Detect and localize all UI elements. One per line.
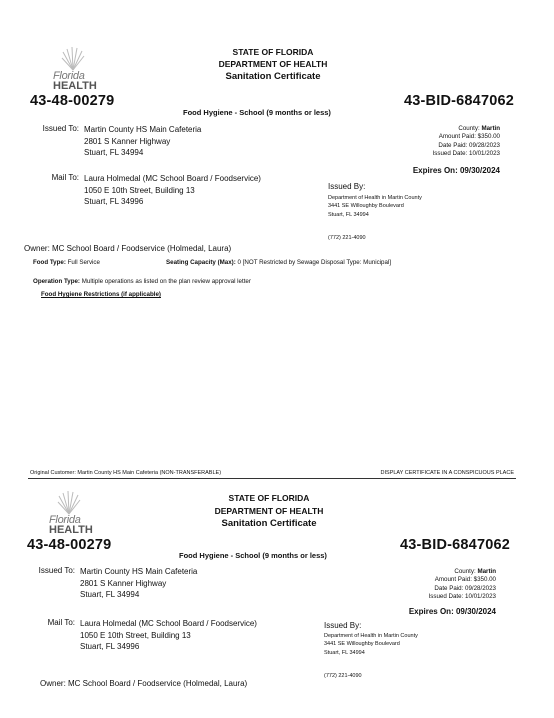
address-line: Laura Holmedal (MC School Board / Foodservice) [80, 619, 257, 628]
county-line [433, 125, 500, 133]
issued-date: Issued Date: 10/01/2023 [428, 593, 496, 601]
original-customer-note: Original Customer: Martin County HS Main Cafeteria (NON-TRANSFERABLE) [30, 470, 222, 476]
issued-to-address [84, 124, 201, 159]
sunburst-icon [57, 490, 81, 516]
seating-capacity [166, 259, 391, 266]
address-line: Stuart, FL 34996 [80, 642, 140, 651]
state-heading: STATE OF FLORIDA [232, 47, 314, 57]
food-type-value: Full Service [67, 259, 100, 266]
mail-to-label: Mail To: [47, 618, 75, 627]
address-line: Stuart, FL 34994 [328, 211, 369, 218]
date-paid: Date Paid: 09/28/2023 [438, 141, 500, 149]
issued-by-address [324, 632, 418, 657]
logo-word-florida: Florida [49, 514, 81, 526]
permit-id: 43-BID-6847062 [404, 93, 515, 109]
phone-number: (772) 221-4090 [328, 235, 366, 241]
address-line: Stuart, FL 34994 [324, 649, 365, 656]
mail-to-label: Mail To: [51, 173, 79, 182]
payment-info [429, 568, 496, 602]
payment-info [433, 125, 500, 159]
address-line: Department of Health in Martin County [324, 633, 418, 639]
operation-value: Multiple operations as listed on the plan review approval letter [81, 278, 251, 285]
address-line: 2801 S Kanner Highway [84, 136, 171, 146]
mail-to-address [84, 173, 261, 208]
address-line: 3441 SE Willoughby Boulevard [324, 641, 400, 648]
restrictions-heading: Food Hygiene Restrictions (if applicable) [41, 291, 161, 298]
address-line: Martin County HS Main Cafeteria [80, 567, 198, 576]
address-line: 1050 E 10th Street, Building 13 [80, 630, 191, 640]
address-line: Martin County HS Main Cafeteria [84, 125, 202, 134]
county-label: County: [454, 568, 476, 575]
owner-line: Owner: MC School Board / Foodservice (Holmedal, Laura) [40, 679, 248, 688]
sunburst-icon [61, 46, 85, 72]
operation-type [33, 278, 251, 285]
certificate-title: Sanitation Certificate [221, 518, 317, 529]
issued-date: Issued Date: 10/01/2023 [432, 150, 500, 158]
logo-word-health: HEALTH [49, 524, 93, 536]
county-value: Martin [481, 125, 500, 132]
amount-paid: Amount Paid: $350.00 [434, 576, 496, 584]
address-line: Stuart, FL 34996 [84, 197, 144, 206]
food-type [33, 259, 100, 266]
address-line: Laura Holmedal (MC School Board / Foodservice) [84, 174, 261, 183]
certificate-category: Food Hygiene - School (9 months or less) [183, 108, 331, 117]
department-heading: DEPARTMENT OF HEALTH [214, 506, 324, 516]
issued-to-address [80, 566, 197, 601]
seating-label: Seating Capacity (Max): [166, 259, 236, 266]
county-line [429, 568, 496, 576]
certificate-title: Sanitation Certificate [225, 71, 321, 82]
address-line: Department of Health in Martin County [328, 195, 422, 201]
department-heading: DEPARTMENT OF HEALTH [218, 59, 328, 69]
issued-by-address [328, 194, 422, 219]
florida-health-logo [48, 490, 94, 540]
address-line: Stuart, FL 34994 [84, 148, 144, 157]
address-line: 1050 E 10th Street, Building 13 [84, 185, 195, 195]
issued-to-label: Issued To: [42, 124, 79, 133]
facility-number: 43-48-00279 [27, 537, 112, 553]
facility-number: 43-48-00279 [30, 93, 115, 109]
certificate-category: Food Hygiene - School (9 months or less) [179, 551, 327, 560]
amount-paid: Amount Paid: $350.00 [438, 133, 500, 141]
phone-number: (772) 221-4090 [324, 673, 362, 679]
expiration-date: Expires On: 09/30/2024 [408, 607, 496, 616]
issued-to-label: Issued To: [38, 566, 75, 575]
food-type-label: Food Type: [33, 259, 66, 266]
address-line: 3441 SE Willoughby Boulevard [328, 203, 404, 210]
state-heading: STATE OF FLORIDA [228, 493, 310, 503]
expiration-date: Expires On: 09/30/2024 [412, 166, 500, 175]
florida-health-logo [52, 46, 98, 96]
date-paid: Date Paid: 09/28/2023 [434, 584, 496, 592]
county-label: County: [458, 125, 480, 132]
cut-line [28, 478, 516, 479]
county-value: Martin [477, 568, 496, 575]
permit-id: 43-BID-6847062 [400, 537, 511, 553]
logo-word-health: HEALTH [53, 80, 97, 92]
issued-by-label: Issued By: [324, 621, 362, 630]
logo-word-florida: Florida [53, 70, 85, 82]
mail-to-address [80, 618, 257, 653]
operation-label: Operation Type: [33, 278, 80, 285]
address-line: Stuart, FL 34994 [80, 590, 140, 599]
seating-value: 0 [NOT Restricted by Sewage Disposal Type: Municipal] [237, 259, 392, 266]
address-line: 2801 S Kanner Highway [80, 578, 167, 588]
owner-line: Owner: MC School Board / Foodservice (Holmedal, Laura) [24, 244, 232, 253]
display-notice: DISPLAY CERTIFICATE IN A CONSPICUOUS PLACE [380, 470, 514, 476]
issued-by-label: Issued By: [328, 182, 366, 191]
